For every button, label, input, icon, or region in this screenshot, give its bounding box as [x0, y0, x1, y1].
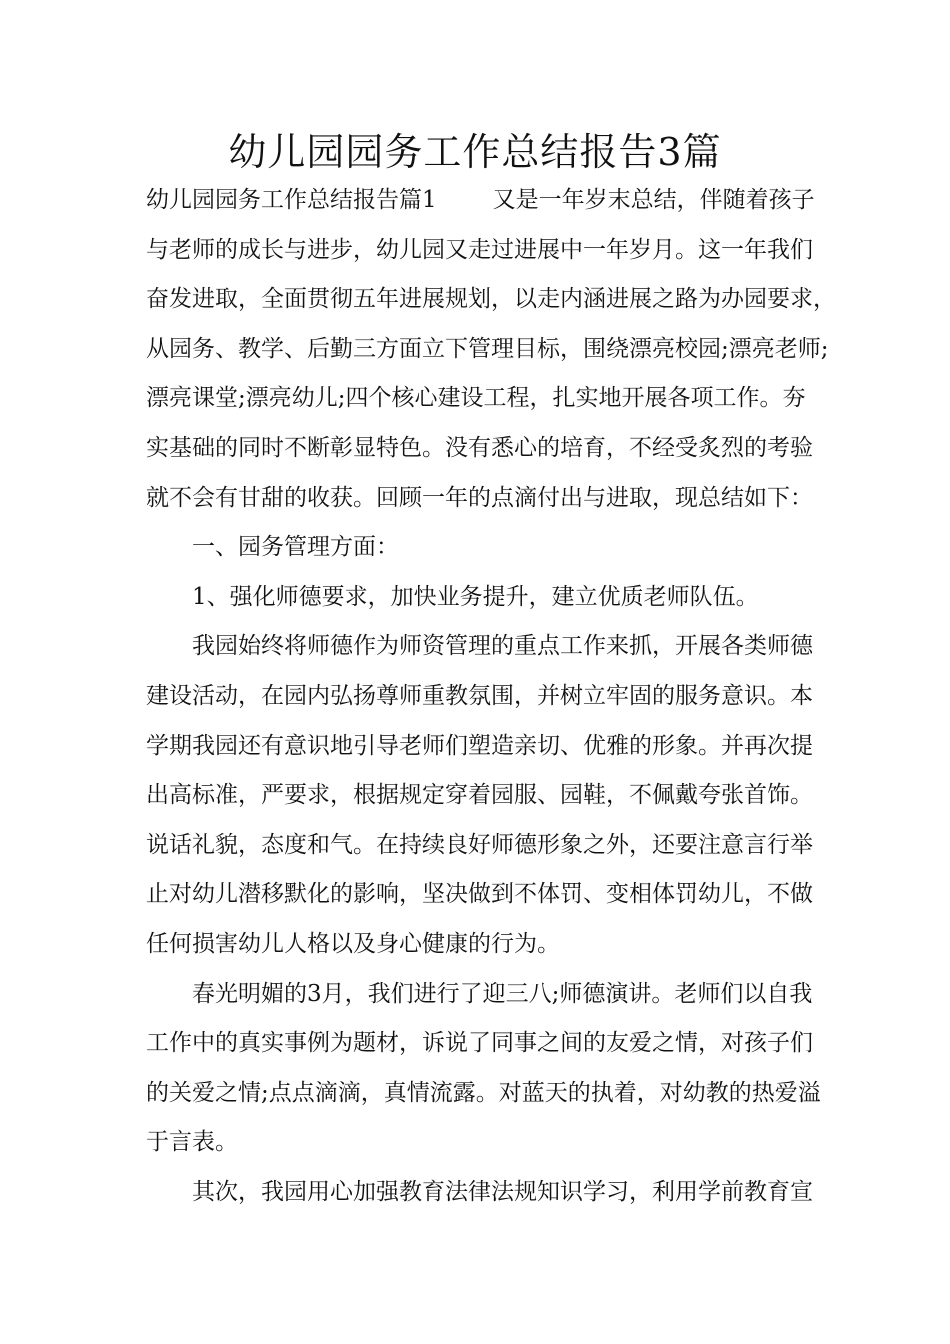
- text-line: [146, 176, 826, 226]
- text-line: 任何损害幼儿人格以及身心健康的行为。: [146, 930, 560, 957]
- text-line: 我园始终将师德作为师资管理的重点工作来抓，开展各类师德: [192, 633, 813, 660]
- paragraph-march-speech: [146, 970, 826, 1168]
- text-line: 从园务、教学、后勤三方面立下管理目标，围绕漂亮校园;漂亮老师;: [146, 335, 829, 362]
- text-fragment: 又是一年岁末总结，伴随着孩子: [492, 187, 815, 213]
- document-body: [146, 176, 836, 1217]
- text-line: 其次，我园用心加强教育法律法规知识学习，利用学前教育宣: [192, 1178, 813, 1205]
- text-line: 1、强化师德要求，加快业务提升，建立优质老师队伍。: [192, 583, 759, 610]
- text-line: 学期我园还有意识地引导老师们塑造亲切、优雅的形象。并再次提: [146, 732, 813, 759]
- section-heading: 幼儿园园务工作总结报告篇1: [146, 187, 437, 213]
- paragraph-teacher-ethics: [146, 622, 826, 969]
- paragraph-heading-1: [146, 523, 826, 573]
- document-title: 幼儿园园务工作总结报告3篇: [228, 130, 722, 174]
- text-line: 工作中的真实事例为题材，诉说了同事之间的友爱之情，对孩子们: [146, 1030, 813, 1057]
- text-line: 出高标准，严要求，根据规定穿着园服、园鞋，不佩戴夸张首饰。: [146, 782, 813, 809]
- text-line: 说话礼貌，态度和气。在持续良好师德形象之外，还要注意言行举: [146, 831, 813, 858]
- text-line: 于言表。: [146, 1129, 238, 1156]
- text-line: 止对幼儿潜移默化的影响，坚决做到不体罚、变相体罚幼儿，不做: [146, 881, 813, 908]
- paragraph-intro: [146, 176, 836, 523]
- paragraph-law-study: [146, 1168, 826, 1218]
- text-line: 漂亮课堂;漂亮幼儿;四个核心建设工程，扎实地开展各项工作。夯: [146, 385, 806, 412]
- text-line: 奋发进取，全面贯彻五年进展规划，以走内涵进展之路为办园要求，: [146, 286, 836, 313]
- text-line: 建设活动，在园内弘扬尊师重教氛围，并树立牢固的服务意识。本: [146, 682, 813, 709]
- paragraph-subheading-1: [146, 573, 826, 623]
- text-line: 的关爱之情;点点滴滴，真情流露。对蓝天的执着，对幼教的热爱溢: [146, 1079, 821, 1106]
- text-line: 就不会有甘甜的收获。回顾一年的点滴付出与进取，现总结如下：: [146, 484, 813, 511]
- text-line: 春光明媚的3月，我们进行了迎三八;师德演讲。老师们以自我: [192, 980, 813, 1007]
- text-line: 一、园务管理方面：: [192, 534, 399, 561]
- text-line: 与老师的成长与进步，幼儿园又走过进展中一年岁月。这一年我们: [146, 236, 813, 263]
- text-line: 实基础的同时不断彰显特色。没有悉心的培育，不经受炙烈的考验: [146, 434, 813, 461]
